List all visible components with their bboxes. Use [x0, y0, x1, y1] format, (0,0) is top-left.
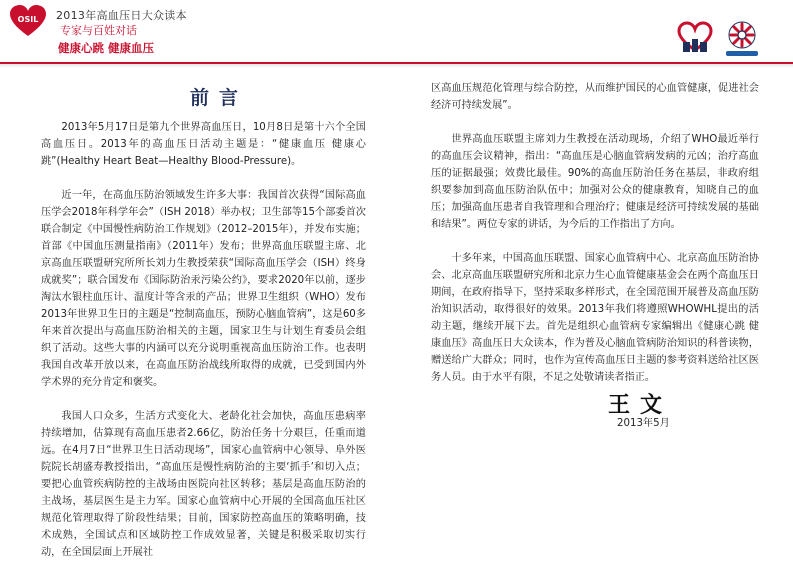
hands-heart-logo-icon [673, 20, 717, 54]
paragraph: 十多年来，中国高血压联盟、国家心血管病中心、北京高血压防治协会、北京高血压联盟研究所和北京力生心血管健康基金会在两个高血压日期间，在政府指导下，坚持采取多样形式，在全国范围开展普及高血压防治知识活动，取得很好的效果。2013年我们将遵照WHOWHL提出的活动主题，继续开展下去。首先是组织心血管病专家编辑出《健康心跳 健康血压》高血压日大众读本，作为普及心脑血管病防治知识的科普读物，赠送给广大群众；同时，也作为宣传高血压日主题的参考资料送给社区医务人员。由于水平有限，不足之处敬请读者指正。 [431, 253, 759, 383]
right-column [431, 80, 759, 386]
header-band [0, 0, 793, 70]
page-title: 前言 [190, 87, 249, 109]
author-signature: 王文 [608, 392, 673, 418]
left-column [41, 119, 366, 561]
paragraph: 2013年5月17日是第九个世界高血压日，10月8日是第十六个全国高血压日。2013年的高血压日活动主题是：“健康血压 健康心跳”(Healthy Heart Beat—Healthy Blood-Pressure)。 [41, 122, 366, 167]
paragraph: 世界高血压联盟主席刘力生教授在活动现场，介绍了WHO最近举行的高血压会议精神，指出：“高血压是心脑血管病发病的元凶；治疗高血压的证据最强；效费比最佳。90%的高血压防治任务在基层，非政府组织要参加到高血压防治队伍中；加强对公众的健康教育，知晓自己的血压；加强高血压患者自我管理和合理治疗；健康是经济可持续发展的基础和结果”。两位专家的讲话，为今后的工作指出了方向。 [431, 134, 759, 230]
paragraph: 区高血压规范化管理与综合防控，从而维护国民的心血管健康，促进社会经济可持续发展”。 [431, 83, 759, 111]
hypertension-league-logo-icon [722, 18, 762, 58]
book-title: 2013年高血压日大众读本 [56, 9, 187, 22]
paragraph: 近一年，在高血压防治领域发生许多大事：我国首次获得“国际高血压学会2018年科学年会”（ISH 2018）举办权；卫生部等15个部委首次联合制定《中国慢性病防治工作规划》（2012–2015年），并发布实施；首部《中国血压测量指南》（2011年）发布；世界高血压联盟主席、北京高血压联盟研究所所长刘力生教授荣获“国际高血压学会（ISH）终身成就奖”；联合国发布《国际防治汞污染公约》，要求2020年以前，逐步淘汰水银柱血压计、温度计等含汞的产品；世界卫生组织（WHO）发布2013年世界卫生日的主题是“控制高血压，预防心脑血管病”，这是60多年来首次提出与高血压防治相关的主题，国家卫生与计划生育委员会组织了活动。这些大事的内涵可以充分说明重视高血压防治工作。也表明我国自改革开放以来，在高血压防治战线所取得的成就，已受到国内外学术界的充分肯定和褒奖。 [41, 190, 366, 388]
paragraph: 我国人口众多，生活方式变化大、老龄化社会加快，高血压患病率持续增加，估算现有高血压患者2.66亿，防治任务十分艰巨，任重而道远。在4月7日“世界卫生日活动现场”，国家心血管病中心领导、阜外医院院长胡盛寿教授指出，“高血压是慢性病防治的主要‘抓手’和切入点；要把心血管疾病防控的主战场由医院向社区转移；基层是高血压防治的主战场，基层医生是主力军。国家心血管病中心开展的全国高血压社区规范化管理取得了阶段性结果；目前，国家防控高血压的策略明确，技术成熟，全国试点和区域防控工作成效显著，关键是积极采取切实行动，在全国层面上开展社 [41, 411, 366, 558]
heart-logo-icon [8, 4, 48, 38]
book-slogan: 健康心跳 健康血压 [58, 41, 155, 55]
logo-left-text: OSIL [17, 15, 39, 24]
book-motto: 专家与百姓对话 [60, 24, 137, 37]
signature-date: 2013年5月 [617, 418, 670, 429]
